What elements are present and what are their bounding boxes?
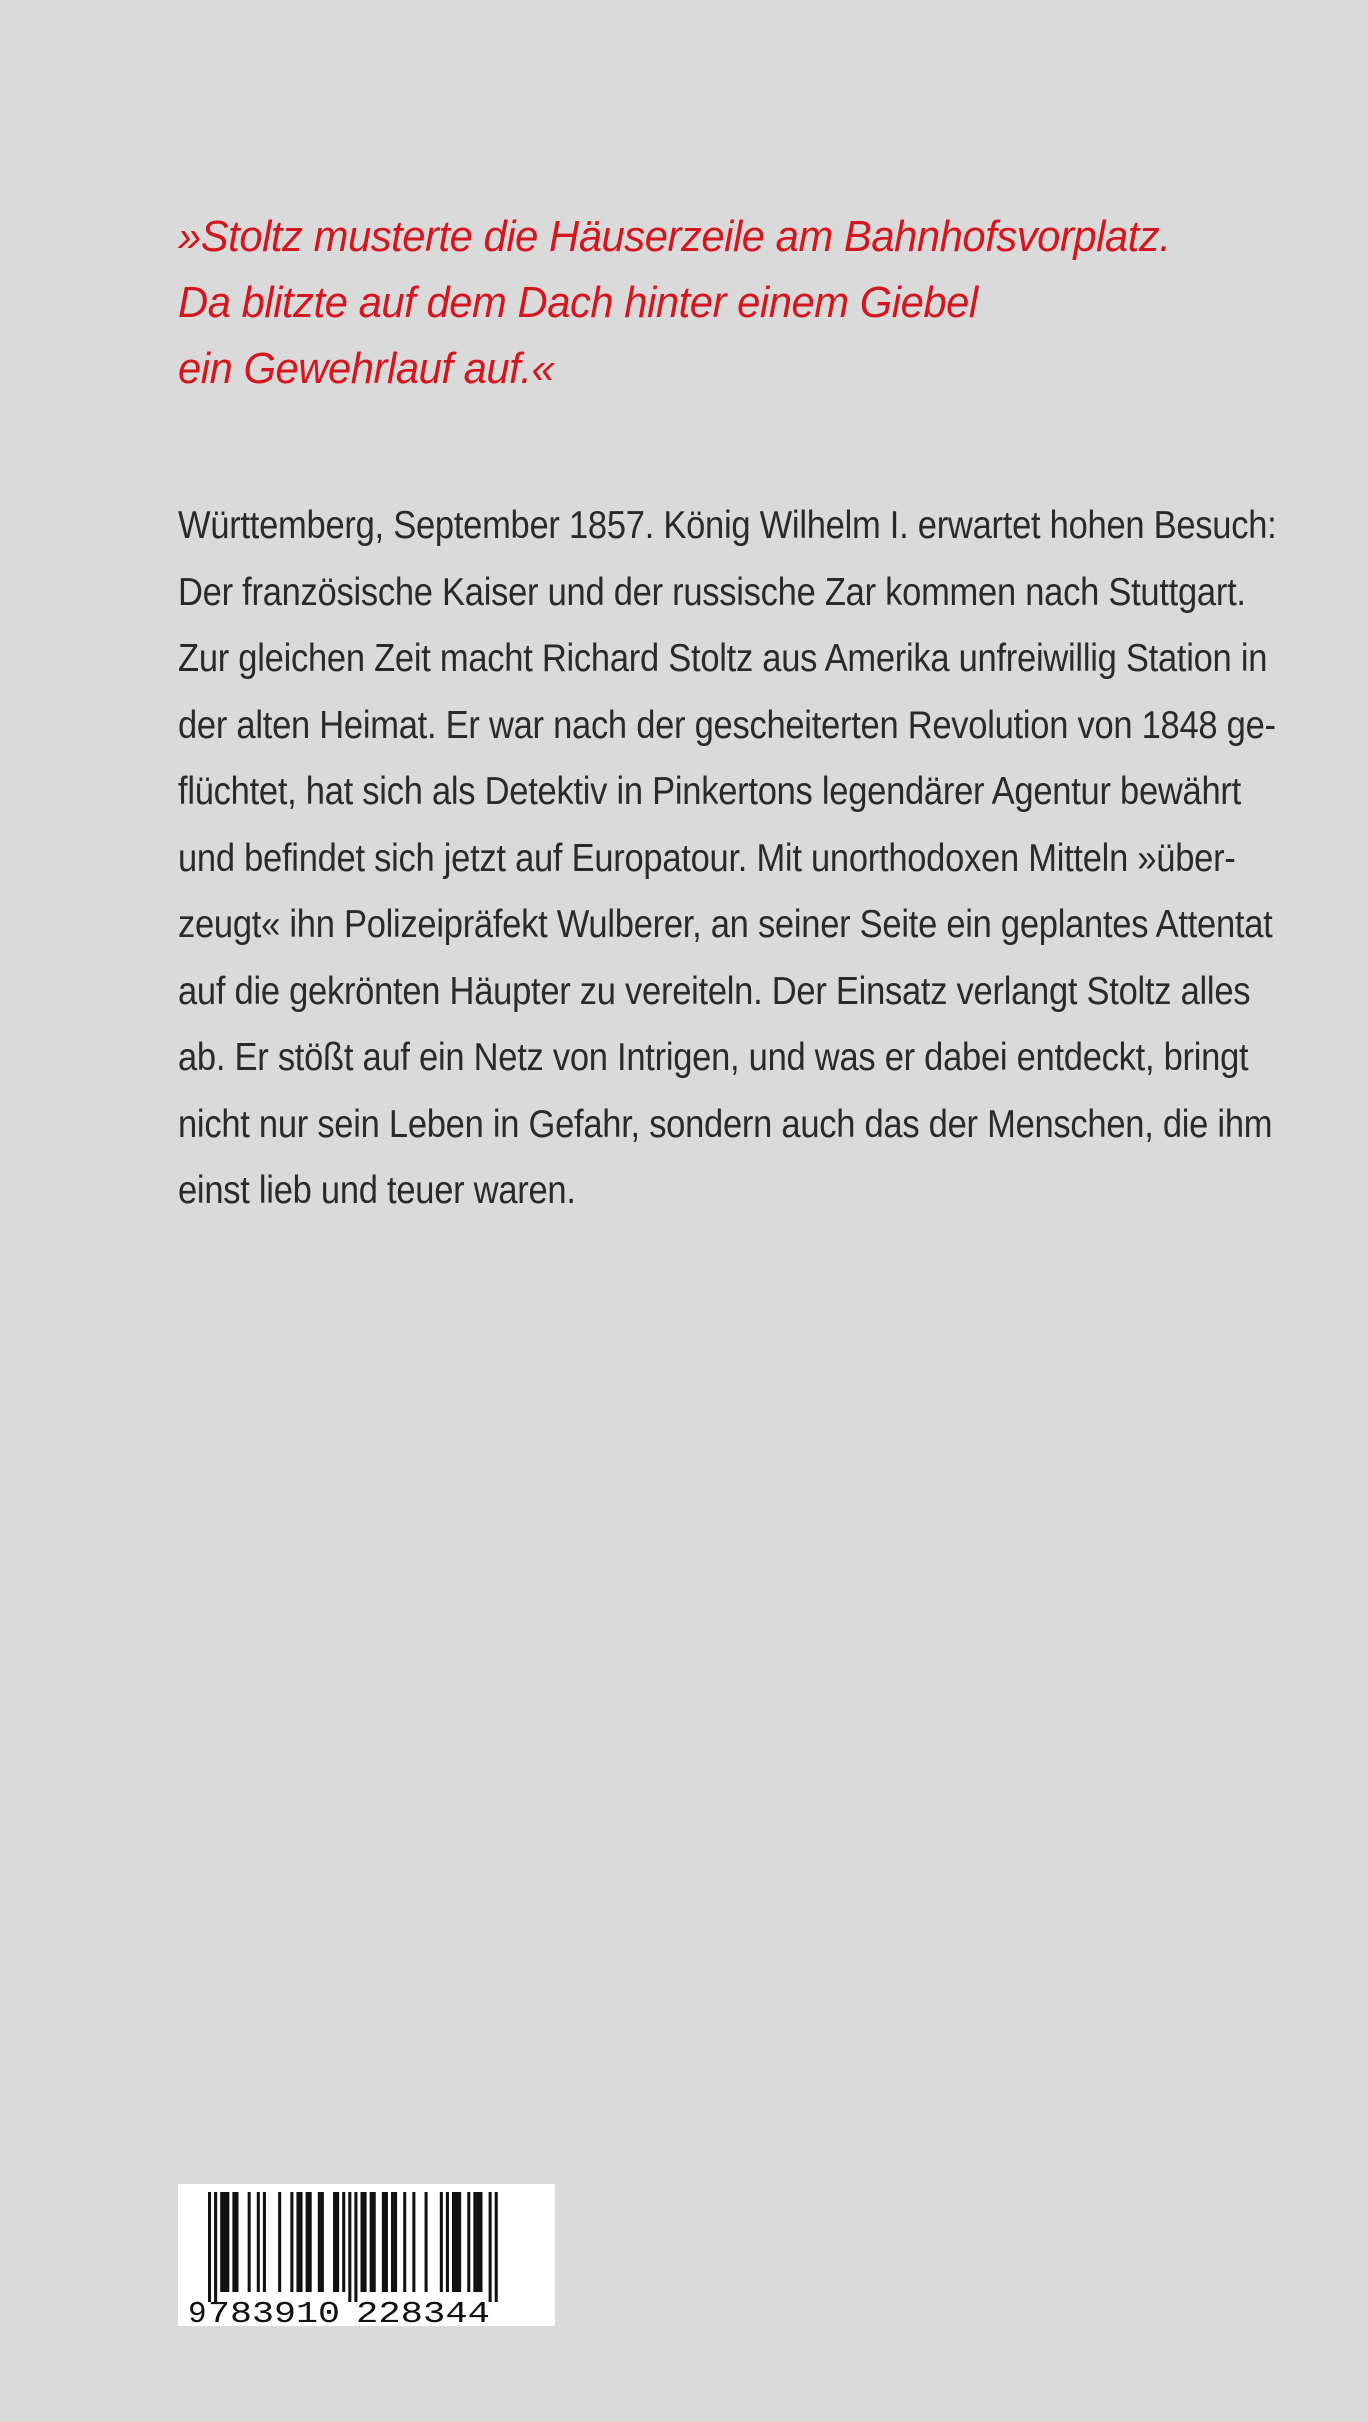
blurb-line: zeugt« ihn Polizeipräfekt Wulberer, an seiner Seite ein geplantes Attentat [178,903,1273,946]
blurb-line: ab. Er stößt auf ein Netz von Intrigen, und was er dabei entdeckt, bringt [178,1036,1249,1079]
isbn-barcode [178,2184,555,2326]
pull-quote [178,204,1242,402]
barcode-guard-bar [208,2192,211,2302]
blurb-line: der alten Heimat. Er war nach der gescheiterten Revolution von 1848 ge- [178,703,1276,747]
barcode-guard-bar [489,2192,492,2302]
barcode-graphic [178,2184,555,2326]
barcode-guard-bar [348,2192,351,2302]
barcode-bar [296,2192,302,2292]
barcode-left-digits: 783910 [208,2297,340,2326]
blurb-line: einst lieb und teuer waren. [178,1169,576,1212]
barcode-bar [440,2192,443,2292]
barcode-first-digit: 9 [188,2297,207,2326]
barcode-bar [248,2192,251,2292]
barcode-bar [232,2192,238,2292]
barcode-guard-bar [495,2192,498,2302]
barcode-bar [391,2192,397,2292]
barcode-bar [333,2192,339,2292]
barcode-bars [208,2192,498,2302]
barcode-bar [263,2192,266,2292]
barcode-bar [412,2192,415,2292]
quote-line: »Stoltz musterte die Häuserzeile am Bahnhofsvorplatz. [178,212,1171,261]
blurb-line: Württemberg, September 1857. König Wilhelm I. erwartet hohen Besuch: [178,504,1277,547]
barcode-bar [290,2192,293,2292]
barcode-bar [425,2192,428,2292]
barcode-guard-bar [214,2192,217,2302]
blurb-line: Der französische Kaiser und der russische Zar kommen nach Stuttgart. [178,570,1246,614]
barcode-guard-bar [354,2192,357,2302]
barcode-bar [403,2192,406,2292]
blurb-line: Zur gleichen Zeit macht Richard Stoltz aus Amerika unfreiwillig Station in [178,637,1268,680]
barcode-bar [473,2192,482,2292]
blurb-line: und befindet sich jetzt auf Europatour. Mit unorthodoxen Mitteln »über- [178,836,1236,880]
barcode-bar [220,2192,229,2292]
barcode-bar [467,2192,470,2292]
blurb-line: auf die gekrönten Häupter zu vereiteln. Der Einsatz verlangt Stoltz alles [178,969,1251,1013]
quote-line: ein Gewehrlauf auf.« [178,344,555,393]
barcode-bar [370,2192,376,2292]
barcode-bar [382,2192,388,2292]
barcode-bar [306,2192,312,2292]
blurb-text [178,493,1277,1225]
barcode-bar [342,2192,345,2292]
barcode-bar [452,2192,461,2292]
barcode-bar [278,2192,281,2292]
blurb-line: nicht nur sein Leben in Gefahr, sondern auch das der Menschen, die ihm [178,1102,1273,1146]
barcode-bar [361,2192,367,2292]
quote-line: Da blitzte auf dem Dach hinter einem Giebel [178,278,978,327]
barcode-bar [257,2192,260,2292]
barcode-bar [318,2192,324,2292]
barcode-bar [446,2192,449,2292]
barcode-right-digits: 228344 [356,2297,490,2326]
blurb-line: flüchtet, hat sich als Detektiv in Pinkertons legendärer Agentur bewährt [178,770,1241,813]
